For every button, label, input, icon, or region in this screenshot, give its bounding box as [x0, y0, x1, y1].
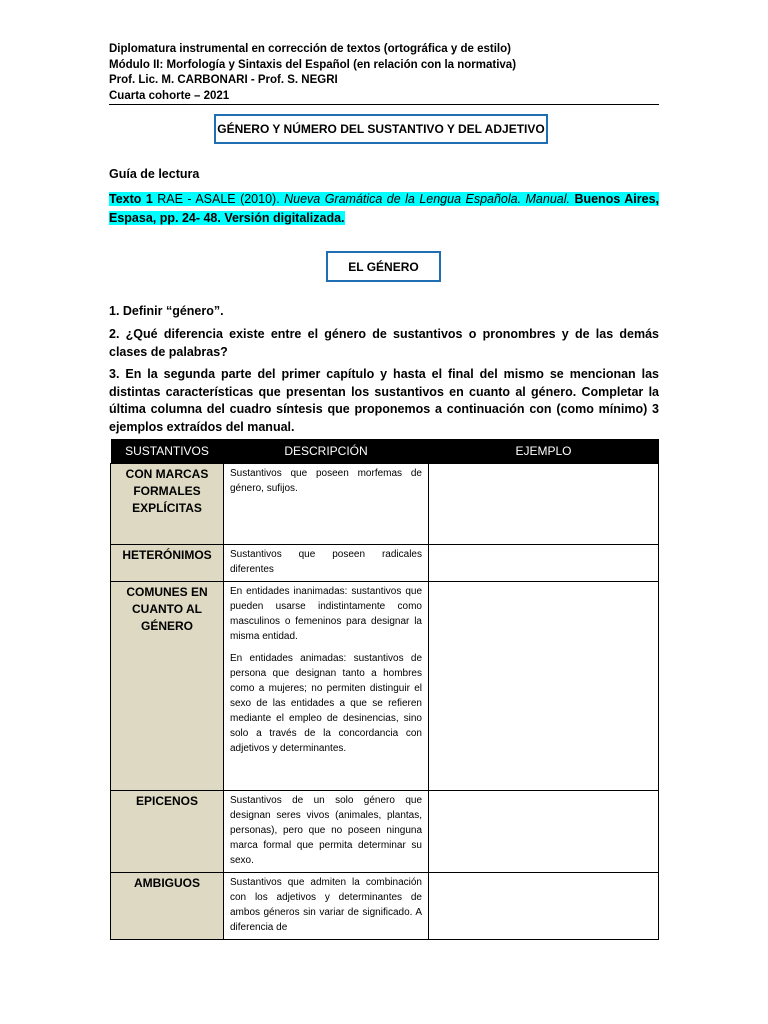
description-paragraph: Sustantivos de un solo género que designan seres vivos (animales, plantas, personas), pero que no poseen ninguna marca formal que permita determinar su sexo. [230, 795, 422, 866]
guide-heading: Guía de lectura [109, 167, 200, 181]
example-cell[interactable] [429, 791, 659, 873]
row-description [224, 582, 429, 791]
description-paragraph: Sustantivos que admiten la combinación con los adjetivos y determinantes de ambos géneros sin variar de significado. A diferencia de [230, 877, 422, 933]
row-name: EPICENOS [111, 791, 224, 873]
example-cell[interactable] [429, 873, 659, 940]
table-row [111, 545, 659, 582]
header-line-module: Módulo II: Morfología y Sintaxis del Español (en relación con la normativa) [109, 58, 517, 71]
row-name: HETERÓNIMOS [111, 545, 224, 582]
table-row [111, 791, 659, 873]
document-title: GÉNERO Y NÚMERO DEL SUSTANTIVO Y DEL ADJETIVO [214, 114, 548, 144]
section-title: EL GÉNERO [326, 251, 441, 282]
description-paragraph: En entidades inanimadas: sustantivos que pueden usarse indistintamente como masculinos o femeninos para designar la misma entidad. [230, 586, 422, 642]
header-line-course: Diplomatura instrumental en corrección de textos (ortográfica y de estilo) [109, 43, 511, 55]
reference-text-1 [109, 190, 659, 228]
description-paragraph: Sustantivos que poseen radicales diferentes [230, 549, 422, 575]
header-line-cohort: Cuarta cohorte – 2021 [109, 89, 230, 102]
reference-label: Texto 1 [109, 192, 153, 206]
row-name: COMUNES EN CUANTO AL GÉNERO [111, 582, 224, 791]
column-header-descripcion: DESCRIPCIÓN [224, 439, 429, 464]
description-paragraph: Sustantivos que poseen morfemas de género, sufijos. [230, 468, 422, 494]
row-description [224, 873, 429, 940]
example-cell[interactable] [429, 464, 659, 545]
example-cell[interactable] [429, 582, 659, 791]
example-cell[interactable] [429, 545, 659, 582]
table-row [111, 464, 659, 545]
description-paragraph: En entidades animadas: sustantivos de persona que designan tanto a hombres como a mujeres; no permiten distinguir el sexo de las entidades a que se refieren mediante el empleo de desinencias, sino solo a través de la concordancia con adjetivos y determinantes. [230, 653, 422, 754]
row-name: AMBIGUOS [111, 873, 224, 940]
question-3: 3. En la segunda parte del primer capítulo y hasta el final del mismo se mencionan las distintas características que presentan los sustantivos en cuanto al género. Completar la última columna del cuadro síntesis que proponemos a continuación con (como mínimo) 3 ejemplos extraídos del manual. [109, 367, 659, 434]
row-name: CON MARCAS FORMALES EXPLÍCITAS [111, 464, 224, 545]
row-description [224, 545, 429, 582]
header-divider [109, 104, 659, 105]
table-row [111, 873, 659, 940]
reference-authors: RAE - ASALE (2010). [152, 192, 285, 206]
column-header-sustantivos: SUSTANTIVOS [111, 439, 224, 464]
question-2: 2. ¿Qué diferencia existe entre el género de sustantivos o pronombres y de las demás clases de palabras? [109, 327, 659, 359]
row-description [224, 464, 429, 545]
column-header-ejemplo: EJEMPLO [429, 439, 659, 464]
header-line-professors: Prof. Lic. M. CARBONARI - Prof. S. NEGRI [109, 74, 338, 87]
table-row [111, 582, 659, 791]
row-description [224, 791, 429, 873]
synthesis-table [110, 439, 659, 940]
reference-book-title: Nueva Gramática de la Lengua Española. Manual. [284, 192, 570, 206]
reference-publisher: Buenos Aires, Espasa, pp. 24- 48. Versión digitalizada. [109, 192, 660, 225]
document-header [109, 42, 658, 104]
question-1: 1. Definir “género”. [109, 304, 224, 318]
table-header-row [111, 439, 659, 464]
